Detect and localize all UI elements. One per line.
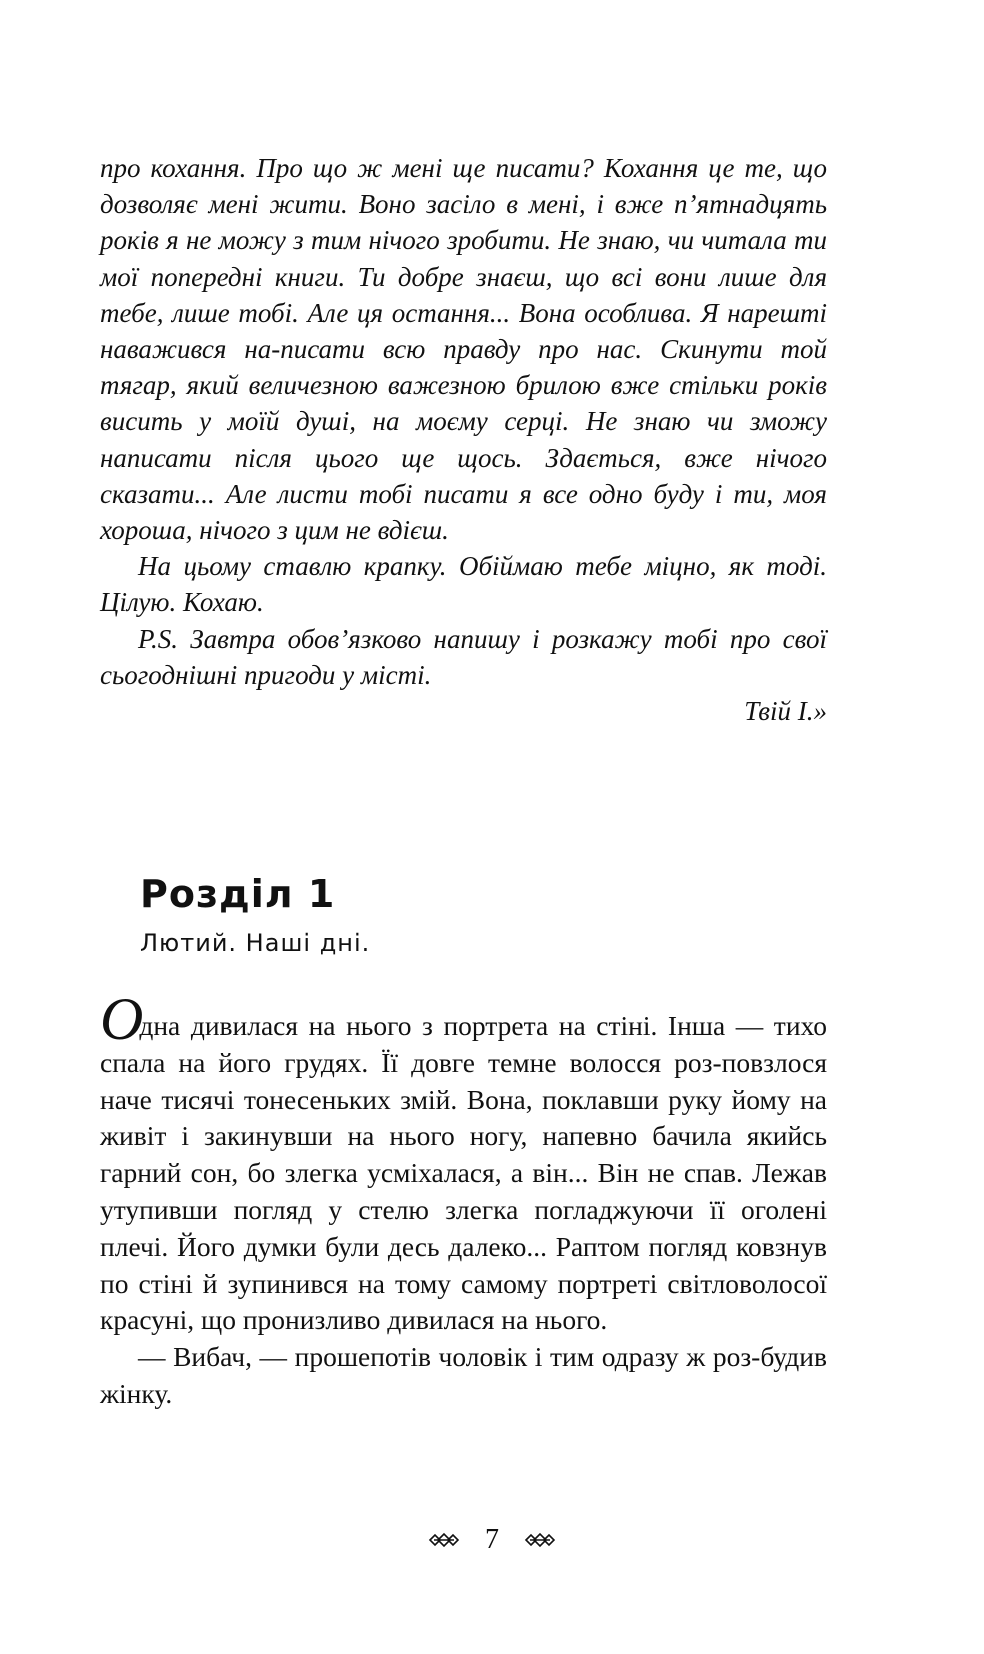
ornament-left-icon bbox=[428, 1531, 460, 1549]
letter-paragraph: P.S. Завтра обов’язково напишу і розкажу тобі про свої сьогоднішні пригоди у місті. bbox=[100, 623, 827, 690]
letter-paragraph: про кохання. Про що ж мені ще писати? Кохання це те, що дозволяє мені жити. Воно засіло в мені, і вже п’ятнадцять років я не можу з тим нічого зробити. Не знаю, чи читала ти мої попередні книги. Ти добре знаєш, що всі вони лише для тебе, лише тобі. Але ця остання... Вона особлива. Я нарешті наважився на-писати всю правду про нас. Скинути той тягар, який величезною важезною брилою вже стільки років висить у моїй душі, на моєму серці. Не знаю чи зможу написати після цього ще щось. Здається, вже нічого сказати... Але листи тобі писати я все одно буду і ти, моя хороша, нічого з цим не вдієш. bbox=[100, 153, 827, 546]
letter-paragraph: На цьому ставлю крапку. Обіймаю тебе міцно, як тоді. Цілую. Кохаю. bbox=[100, 551, 827, 618]
letter-text bbox=[100, 150, 827, 729]
letter-signature: Твій І.» bbox=[744, 696, 827, 727]
body-paragraph bbox=[100, 986, 827, 1339]
chapter-body bbox=[100, 986, 827, 1413]
body-paragraph: — Вибач, — прошепотів чоловік і тим одразу ж роз-будив жінку. bbox=[100, 1341, 827, 1409]
page-footer bbox=[0, 1520, 984, 1558]
ornament-right-icon bbox=[524, 1531, 556, 1549]
chapter-title: Розділ 1 bbox=[140, 872, 336, 916]
drop-cap: О bbox=[100, 986, 144, 1052]
chapter-subtitle: Лютий. Наші дні. bbox=[140, 929, 371, 957]
page-number: 7 bbox=[485, 1523, 499, 1555]
body-paragraph-text: дна дивилася на нього з портрета на стіні. Інша — тихо спала на його грудях. Її довге темне волосся роз-повзлося наче тисячі тонесеньких змій. Вона, поклавши руку йому на живіт і закинувши на нього ногу, напевно бачила якийсь гарний сон, бо злегка усміхалася, а він... Він не спав. Лежав утупивши погляд у стелю злегка погладжуючи її оголені плечі. Його думки були десь далеко... Раптом погляд ковзнув по стіні й зупинився на тому самому портреті світловолосої красуні, що пронизливо дивилася на нього. bbox=[100, 1010, 827, 1336]
